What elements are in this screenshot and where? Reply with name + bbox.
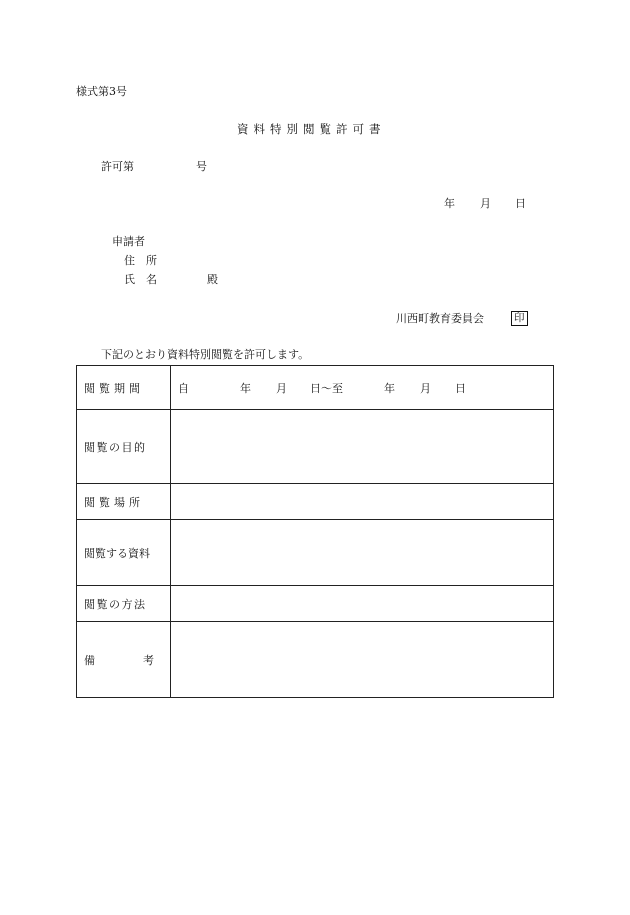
seal-stamp: 印 <box>511 311 528 326</box>
remarks-label <box>77 622 171 698</box>
date-month: 月 <box>480 197 491 210</box>
form-number: 様式第3号 <box>76 85 127 98</box>
method-label: 閲覧の方法 <box>77 586 171 622</box>
purpose-label: 閲覧の目的 <box>77 410 171 484</box>
permit-details-table <box>76 365 554 698</box>
document-title: 資料特別閲覧許可書 <box>237 122 386 136</box>
table-row-place <box>77 484 554 520</box>
period-from: 自 <box>178 381 189 395</box>
applicant-heading: 申請者 <box>112 235 145 248</box>
period-day1-to: 日～至 <box>310 381 343 395</box>
place-value[interactable] <box>171 484 554 520</box>
method-value[interactable] <box>171 586 554 622</box>
period-value[interactable] <box>171 366 554 410</box>
intro-text: 下記のとおり資料特別閲覧を許可します。 <box>101 348 310 361</box>
issuer-seal-wrap <box>511 311 528 326</box>
permit-number-prefix: 許可第 <box>101 160 134 173</box>
permit-number-suffix: 号 <box>196 160 207 173</box>
remarks-label-right: 考 <box>143 653 154 667</box>
remarks-value[interactable] <box>171 622 554 698</box>
table-row-materials <box>77 520 554 586</box>
materials-label: 閲覧する資料 <box>77 520 171 586</box>
period-month1: 月 <box>276 381 287 395</box>
remarks-label-left: 備 <box>84 653 95 667</box>
table-row-purpose <box>77 410 554 484</box>
applicant-address-label: 住 所 <box>124 254 157 267</box>
table-row-method <box>77 586 554 622</box>
period-year1: 年 <box>240 381 251 395</box>
table-row-period <box>77 366 554 410</box>
date-year: 年 <box>444 197 455 210</box>
materials-value[interactable] <box>171 520 554 586</box>
issuer-name: 川西町教育委員会 <box>396 312 484 325</box>
applicant-name-label: 氏 名 <box>124 273 157 286</box>
period-label: 閲覧期間 <box>77 366 171 410</box>
period-year2: 年 <box>384 381 395 395</box>
table-row-remarks <box>77 622 554 698</box>
period-month2: 月 <box>420 381 431 395</box>
period-day2: 日 <box>455 381 466 395</box>
date-day: 日 <box>515 197 526 210</box>
place-label: 閲覧場所 <box>77 484 171 520</box>
applicant-honorific: 殿 <box>207 273 218 286</box>
period-fields <box>171 380 553 396</box>
purpose-value[interactable] <box>171 410 554 484</box>
